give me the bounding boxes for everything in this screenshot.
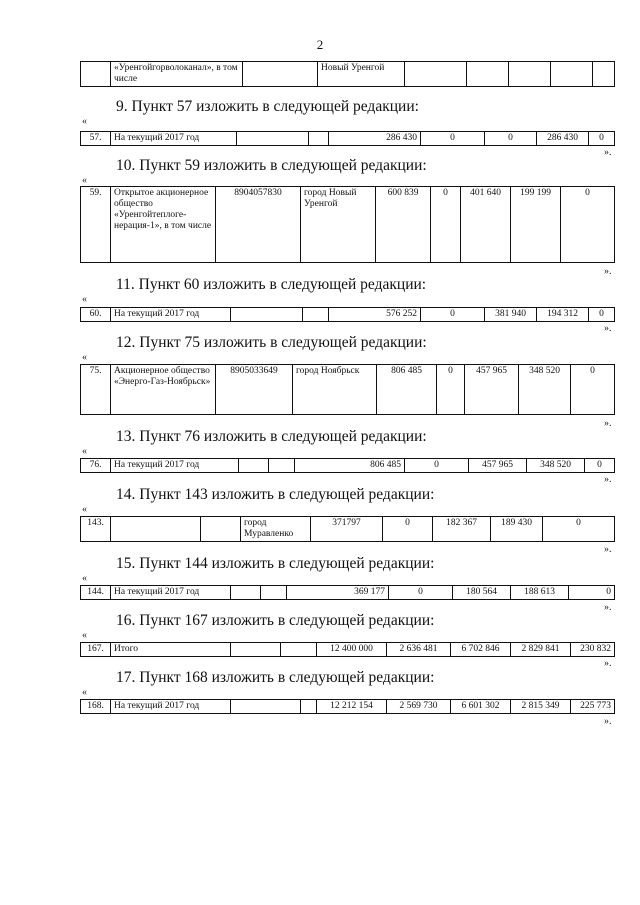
table-cell: 12 212 154 xyxy=(317,700,387,714)
table-cell: Открытое акционерное общество «Уренгойтеплоге-нерация-1», в том числе xyxy=(111,187,216,263)
table-cell: 168. xyxy=(81,700,111,714)
table-cell: 381 940 xyxy=(485,308,537,322)
table-cell xyxy=(231,586,261,600)
page-number: 2 xyxy=(316,37,324,52)
amendment-table xyxy=(80,186,615,263)
open-quote: « xyxy=(82,116,87,127)
table-cell: 0 xyxy=(421,132,485,146)
table-cell: 369 177 xyxy=(287,586,389,600)
table-cell: 348 520 xyxy=(519,365,571,415)
table-cell: 167. xyxy=(81,643,111,657)
close-quote: ». xyxy=(604,266,612,277)
close-quote: ». xyxy=(604,658,612,669)
table-cell: На текущий 2017 год xyxy=(111,459,239,473)
table-cell: 0 xyxy=(561,187,615,263)
table-cell: На текущий 2017 год xyxy=(111,700,231,714)
table-cell-city: Новый Уренгой xyxy=(318,62,405,87)
section-heading: 17. Пункт 168 изложить в следующей редакции: xyxy=(116,669,435,686)
table-cell: 0 xyxy=(431,187,461,263)
table-cell: 371797 xyxy=(311,517,383,542)
table-cell: 8905033649 xyxy=(216,365,293,415)
table-cell: 230 832 xyxy=(571,643,615,657)
amendment-table xyxy=(80,585,615,600)
table-cell: 0 xyxy=(589,308,615,322)
continuation-table xyxy=(80,61,615,87)
amendment-table xyxy=(80,131,615,146)
table-cell: 6 702 846 xyxy=(451,643,511,657)
close-quote: ». xyxy=(604,716,612,727)
table-cell: На текущий 2017 год xyxy=(111,132,237,146)
table-cell: На текущий 2017 год xyxy=(111,308,231,322)
section-heading: 12. Пункт 75 изложить в следующей редакции: xyxy=(116,334,427,351)
amendment-table xyxy=(80,307,615,322)
table-cell: 0 xyxy=(571,365,615,415)
table-cell: Акционерное общество «Энерго-Газ-Ноябрьск» xyxy=(111,365,216,415)
table-cell: город Ноябрьск xyxy=(293,365,377,415)
table-cell: 600 839 xyxy=(376,187,431,263)
open-quote: « xyxy=(82,630,87,641)
table-cell: 188 613 xyxy=(511,586,569,600)
close-quote: ». xyxy=(604,418,612,429)
table-cell: 57. xyxy=(81,132,111,146)
table-cell: 2 569 730 xyxy=(387,700,451,714)
table-cell xyxy=(309,132,329,146)
section-heading: 15. Пункт 144 изложить в следующей редакции: xyxy=(116,555,435,572)
open-quote: « xyxy=(82,573,87,584)
amendment-table xyxy=(80,642,615,657)
table-cell xyxy=(231,308,303,322)
close-quote: ». xyxy=(604,602,612,613)
table-cell: 0 xyxy=(589,132,615,146)
amendment-table xyxy=(80,699,615,714)
open-quote: « xyxy=(82,446,87,457)
table-cell: 0 xyxy=(383,517,433,542)
table-cell xyxy=(301,700,317,714)
table-cell: 576 252 xyxy=(329,308,421,322)
open-quote: « xyxy=(82,294,87,305)
table-cell: 60. xyxy=(81,308,111,322)
table-cell xyxy=(269,459,295,473)
table-cell: город Новый Уренгой xyxy=(301,187,376,263)
section-heading: 14. Пункт 143 изложить в следующей редакции: xyxy=(116,486,435,503)
table-cell: 457 965 xyxy=(469,459,527,473)
table-cell: 0 xyxy=(421,308,485,322)
table-cell: 6 601 302 xyxy=(451,700,511,714)
section-heading: 10. Пункт 59 изложить в следующей редакции: xyxy=(116,157,427,174)
table-cell: город Муравленко xyxy=(241,517,311,542)
section-heading: 13. Пункт 76 изложить в следующей редакции: xyxy=(116,428,427,445)
table-cell: 144. xyxy=(81,586,111,600)
section-heading: 16. Пункт 167 изложить в следующей редакции: xyxy=(116,612,435,629)
table-cell xyxy=(231,700,301,714)
table-cell: 286 430 xyxy=(537,132,589,146)
close-quote: ». xyxy=(604,147,612,158)
table-cell xyxy=(239,459,269,473)
amendment-table xyxy=(80,364,615,415)
table-cell: 12 400 000 xyxy=(317,643,387,657)
table-cell xyxy=(201,517,241,542)
table-cell: 0 xyxy=(405,459,469,473)
table-cell xyxy=(237,132,309,146)
table-cell xyxy=(303,308,329,322)
table-cell: 180 564 xyxy=(453,586,511,600)
close-quote: ». xyxy=(604,544,612,555)
table-cell xyxy=(231,643,281,657)
table-cell: 806 485 xyxy=(377,365,437,415)
table-cell: 348 520 xyxy=(527,459,585,473)
table-cell: 2 636 481 xyxy=(387,643,451,657)
table-cell: 75. xyxy=(81,365,111,415)
table-cell: 806 485 xyxy=(295,459,405,473)
table-cell: Итого xyxy=(111,643,231,657)
table-cell: 286 430 xyxy=(329,132,421,146)
table-cell: 0 xyxy=(389,586,453,600)
table-cell: 194 312 xyxy=(537,308,589,322)
table-cell-name: «Уренгойгорволоканал», в том числе xyxy=(111,62,243,87)
table-cell: 143. xyxy=(81,517,111,542)
table-cell: 225 773 xyxy=(571,700,615,714)
table-cell: 0 xyxy=(569,586,615,600)
table-cell xyxy=(281,643,317,657)
amendment-table xyxy=(80,516,615,542)
close-quote: ». xyxy=(604,323,612,334)
open-quote: « xyxy=(82,352,87,363)
open-quote: « xyxy=(82,175,87,186)
open-quote: « xyxy=(82,687,87,698)
table-cell: 0 xyxy=(543,517,615,542)
table-cell: 0 xyxy=(485,132,537,146)
table-cell: 76. xyxy=(81,459,111,473)
table-cell: 457 965 xyxy=(465,365,519,415)
table-cell: 59. xyxy=(81,187,111,263)
close-quote: ». xyxy=(604,474,612,485)
table-cell: 2 815 349 xyxy=(511,700,571,714)
table-cell: 182 367 xyxy=(433,517,491,542)
table-cell xyxy=(261,586,287,600)
section-heading: 9. Пункт 57 изложить в следующей редакции: xyxy=(116,98,419,115)
amendment-table xyxy=(80,458,615,473)
table-cell: 401 640 xyxy=(461,187,511,263)
table-cell: 199 199 xyxy=(511,187,561,263)
table-cell: 0 xyxy=(437,365,465,415)
open-quote: « xyxy=(82,504,87,515)
table-cell: 0 xyxy=(585,459,615,473)
table-cell: 8904057830 xyxy=(216,187,301,263)
table-cell xyxy=(111,517,201,542)
table-cell: 189 430 xyxy=(491,517,543,542)
table-cell: 2 829 841 xyxy=(511,643,571,657)
table-cell: На текущий 2017 год xyxy=(111,586,231,600)
section-heading: 11. Пункт 60 изложить в следующей редакции: xyxy=(116,276,427,293)
